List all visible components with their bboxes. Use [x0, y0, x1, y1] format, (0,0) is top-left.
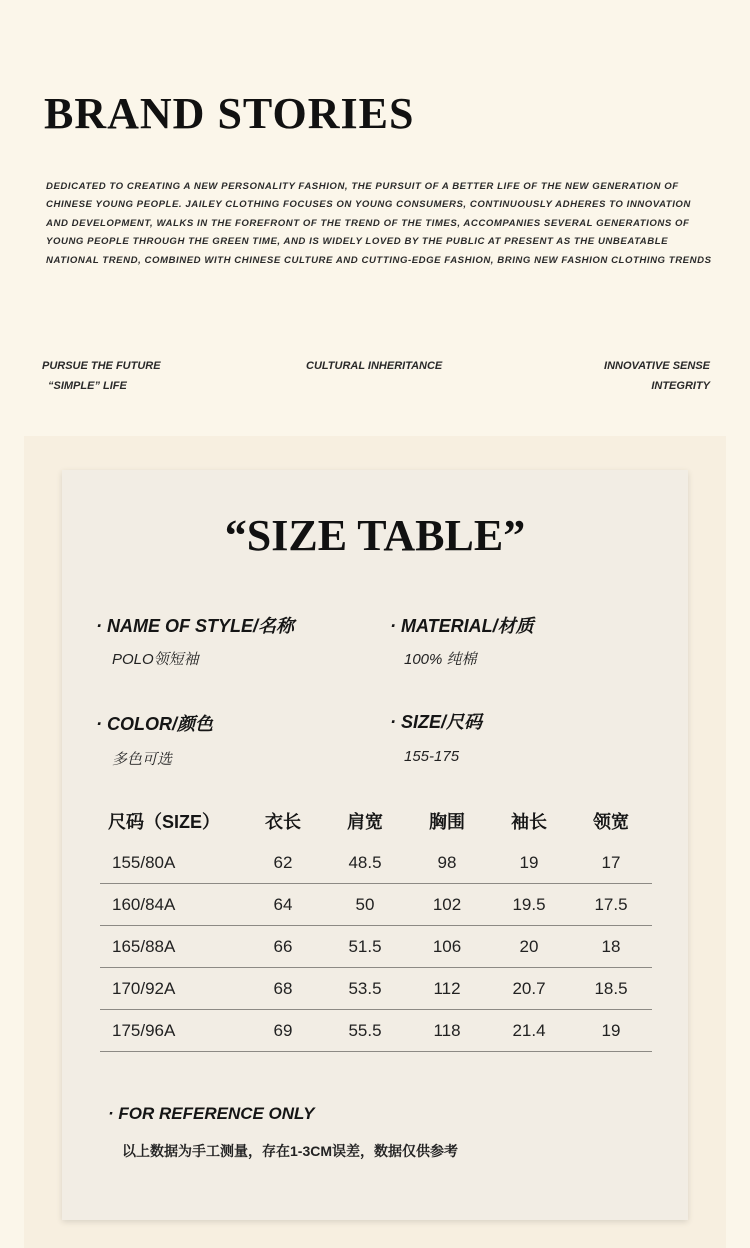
size-table-title: “SIZE TABLE”	[224, 511, 526, 560]
header-size: 尺码（SIZE）	[108, 812, 221, 832]
slogan-left	[42, 356, 161, 396]
reference-note-label: · FOR REFERENCE ONLY	[108, 1104, 315, 1123]
cell-shoulder: 53.5	[348, 978, 382, 998]
table-row	[100, 1010, 652, 1052]
cell-sleeve: 19.5	[512, 894, 546, 914]
header-chest: 胸围	[429, 812, 465, 832]
material-value: 100% 纯棉	[404, 651, 477, 668]
style-name-value: POLO领短袖	[112, 651, 199, 668]
cell-size: 155/80A	[112, 852, 176, 872]
cell-length: 66	[273, 936, 293, 956]
cell-chest: 106	[432, 936, 462, 956]
brand-description: DEDICATED TO CREATING A NEW PERSONALITY FASHION, THE PURSUIT OF A BETTER LIFE OF THE NEW GENERATION OF CHINESE YOUNG PEOPLE. JAILEY CLOTHING FOCUSES ON YOUNG CONSUMERS, CONTINUOUSLY ADHERES TO INNOVATION AND DEVELOPMENT, WALKS IN THE FOREFRONT OF THE TREND OF THE TIMES, ACCOMPANIES SEVERAL GENERATIONS OF YOUNG PEOPLE THROUGH THE GREEN TIME, AND IS WIDELY LOVED BY THE PUBLIC AT PRESENT AS THE UNBEATABLE NATIONAL TREND, COMBINED WITH CHINESE CULTURE AND CUTTING-EDGE FASHION, BRING NEW FASHION CLOTHING TRENDS	[46, 181, 712, 266]
size-label: · SIZE/尺码	[390, 712, 483, 732]
brand-stories-title: BRAND STORIES	[44, 89, 415, 138]
slogan-left-line1: PURSUE THE FUTURE	[42, 360, 161, 372]
cell-collar: 17	[601, 852, 621, 872]
cell-length: 64	[273, 894, 293, 914]
slogan-right-line1: INNOVATIVE SENSE	[604, 360, 710, 372]
table-row	[100, 842, 652, 884]
cell-collar: 17.5	[594, 894, 628, 914]
size-table	[100, 800, 652, 1052]
slogan-center	[306, 356, 442, 376]
slogan-left-line2: “SIMPLE” LIFE	[48, 380, 127, 392]
cell-length: 68	[273, 978, 293, 998]
cell-sleeve: 20	[519, 936, 539, 956]
color-value: 多色可选	[112, 751, 173, 768]
header-sleeve: 袖长	[511, 812, 547, 832]
cell-shoulder: 50	[355, 894, 375, 914]
header-length: 衣长	[265, 812, 301, 832]
cell-size: 160/84A	[112, 894, 176, 914]
color-label: · COLOR/颜色	[96, 714, 213, 734]
cell-chest: 102	[432, 894, 462, 914]
size-value: 155-175	[404, 748, 460, 765]
header-shoulder: 肩宽	[347, 812, 383, 832]
slogan-right-line2: INTEGRITY	[651, 380, 710, 392]
cell-shoulder: 55.5	[348, 1020, 382, 1040]
cell-collar: 18	[601, 936, 621, 956]
cell-size: 165/88A	[112, 936, 176, 956]
cell-size: 170/92A	[112, 978, 176, 998]
cell-collar: 19	[601, 1020, 621, 1040]
cell-size: 175/96A	[112, 1020, 176, 1040]
slogan-right	[604, 356, 710, 396]
slogan-center-line1: CULTURAL INHERITANCE	[306, 360, 443, 372]
cell-sleeve: 20.7	[512, 978, 546, 998]
cell-chest: 98	[437, 852, 457, 872]
cell-shoulder: 48.5	[348, 852, 382, 872]
size-table-header	[100, 800, 652, 842]
size-table-card	[62, 470, 688, 1220]
cell-shoulder: 51.5	[348, 936, 382, 956]
material-label: · MATERIAL/材质	[390, 616, 534, 636]
cell-chest: 112	[433, 978, 461, 998]
header-collar: 领宽	[593, 812, 629, 832]
cell-collar: 18.5	[594, 978, 628, 998]
cell-length: 69	[273, 1020, 293, 1040]
style-name-label: · NAME OF STYLE/名称	[96, 616, 294, 636]
cell-sleeve: 21.4	[512, 1020, 546, 1040]
cell-chest: 118	[433, 1020, 461, 1040]
cell-length: 62	[273, 852, 293, 872]
table-row	[100, 926, 652, 968]
cell-sleeve: 19	[519, 852, 539, 872]
table-row	[100, 968, 652, 1010]
table-row	[100, 884, 652, 926]
reference-note-text: 以上数据为手工测量，存在1-3CM误差，数据仅供参考	[122, 1143, 459, 1159]
